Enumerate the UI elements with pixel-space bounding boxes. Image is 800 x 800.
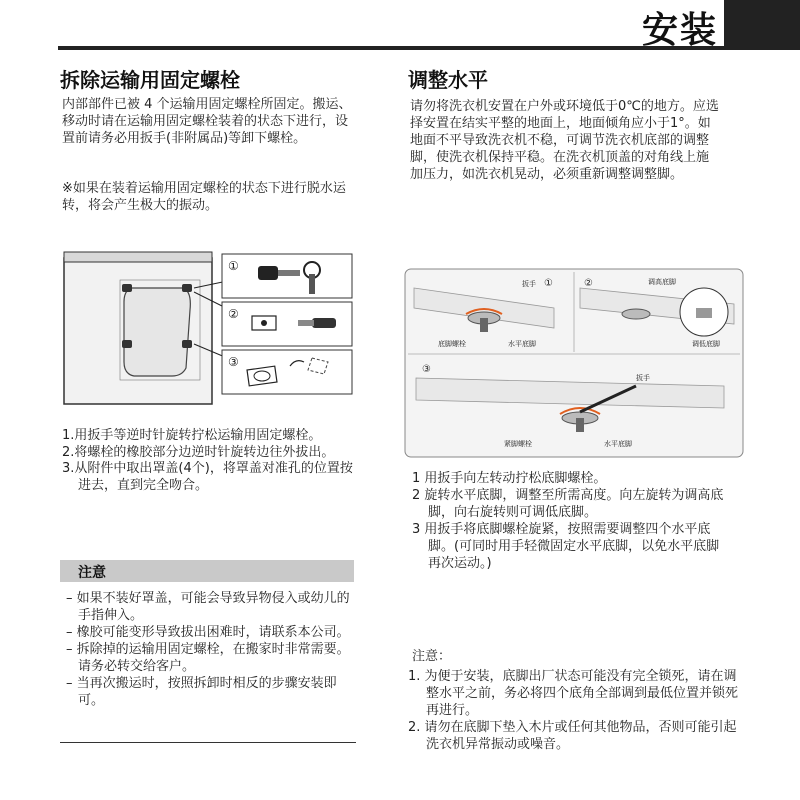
caution-title: 注意 xyxy=(78,565,106,581)
list-item: 3.从附件中取出罩盖(4个)，将罩盖对准孔的位置按进去，直到完全吻合。 xyxy=(62,461,353,493)
label-foot-bolt-2: 紧脚螺栓 xyxy=(504,440,532,448)
wrench-icon xyxy=(309,274,315,294)
page-title: 安装 xyxy=(641,10,718,51)
bolt-icon xyxy=(182,340,192,348)
list-item: 1.用扳手等逆时针旋转拧松运输用固定螺栓。 xyxy=(62,428,322,443)
label-wrench-1: 扳手 xyxy=(522,280,536,288)
list-item: 3 用扳手将底脚螺栓旋紧，按照需要调整四个水平底脚。(可同时用手轻微固定水平底脚，以免水平底脚再次运动。) xyxy=(412,522,720,571)
list-item: – 拆除掉的运输用固定螺栓，在搬家时非常需要。请务必转交给客户。 xyxy=(66,642,350,674)
caution-list xyxy=(62,590,358,709)
list-item: 1. 为便于安装，底脚出厂状态可能没有完全锁死，请在调整水平之前，务必将四个底角全部调到最低位置并锁死再进行。 xyxy=(408,669,739,718)
bolt-icon xyxy=(122,284,132,292)
section-title-leveling: 调整水平 xyxy=(408,68,488,92)
intro-leveling: 请勿将洗衣机安置在户外或环境低于0℃的地方。应选择安置在结实平整的地面上，地面倾角应小于1°。如地面不平导致洗衣机不稳，可调节洗衣机底部的调整脚，使洗衣机保持平稳。在洗衣机顶盖的对角线上施加压力，如洗衣机晃动，必须重新调整调整脚。 xyxy=(410,99,719,182)
label-raise-foot: 调高底脚 xyxy=(648,278,676,286)
detail-step-1 xyxy=(222,254,352,298)
label-lower-foot: 调低底脚 xyxy=(692,340,720,348)
detail-label-2: ② xyxy=(228,307,239,321)
label-foot-bolt-1: 底脚螺栓 xyxy=(438,340,466,348)
leveling-figure xyxy=(404,268,744,458)
detail-step-3 xyxy=(222,350,352,394)
intro-remove-bolts: 内部部件已被 4 个运输用固定螺栓所固定。搬运、移动时请在运输用固定螺栓装着的状态下进行，设置前请务必用扳手(非附属品)等卸下螺栓。 xyxy=(62,97,352,146)
list-item: 2. 请勿在底脚下垫入木片或任何其他物品，否则可能引起洗衣机异常振动或噪音。 xyxy=(408,720,737,752)
label-level-foot-1: 水平底脚 xyxy=(508,340,536,348)
list-item: 2.将螺栓的橡胶部分边逆时针旋转边往外拔出。 xyxy=(62,444,335,460)
bolt-icon xyxy=(182,284,192,292)
panel-number-3: ③ xyxy=(422,364,431,375)
label-level-foot-2: 水平底脚 xyxy=(604,440,632,448)
remove-bolt-steps xyxy=(62,428,362,494)
list-item: – 如果不装好罩盖，可能会导致异物侵入或幼儿的手指伸入。 xyxy=(66,591,350,623)
detail-label-1: ① xyxy=(228,259,239,273)
detail-step-2 xyxy=(222,302,352,346)
list-item: – 当再次搬运时，按照拆卸时相反的步骤安装即可。 xyxy=(66,676,337,708)
bolt-icon xyxy=(122,340,132,348)
leveling-notes xyxy=(408,668,738,753)
panel-number-2: ② xyxy=(584,278,593,289)
note-title: 注意： xyxy=(412,649,452,664)
detail-label-3: ③ xyxy=(228,355,239,369)
label-wrench-2: 扳手 xyxy=(636,374,650,382)
caution-divider xyxy=(60,742,356,743)
header-tab xyxy=(724,0,800,50)
panel-number-1: ① xyxy=(544,278,553,289)
leveling-steps xyxy=(412,470,730,572)
bolt-removal-figure xyxy=(62,250,362,410)
list-item: – 橡胶可能变形导致拔出困难时，请联系本公司。 xyxy=(66,625,350,640)
list-item: 2 旋转水平底脚，调整至所需高度。向左旋转为调高底脚，向右旋转则可调低底脚。 xyxy=(412,488,724,520)
list-item: 1 用扳手向左转动拧松底脚螺栓。 xyxy=(412,471,607,486)
section-title-remove-bolts: 拆除运输用固定螺栓 xyxy=(60,68,240,92)
washing-machine-back-view xyxy=(64,252,234,404)
warning-note: ※如果在装着运输用固定螺栓的状态下进行脱水运转，将会产生极大的振动。 xyxy=(62,181,346,213)
